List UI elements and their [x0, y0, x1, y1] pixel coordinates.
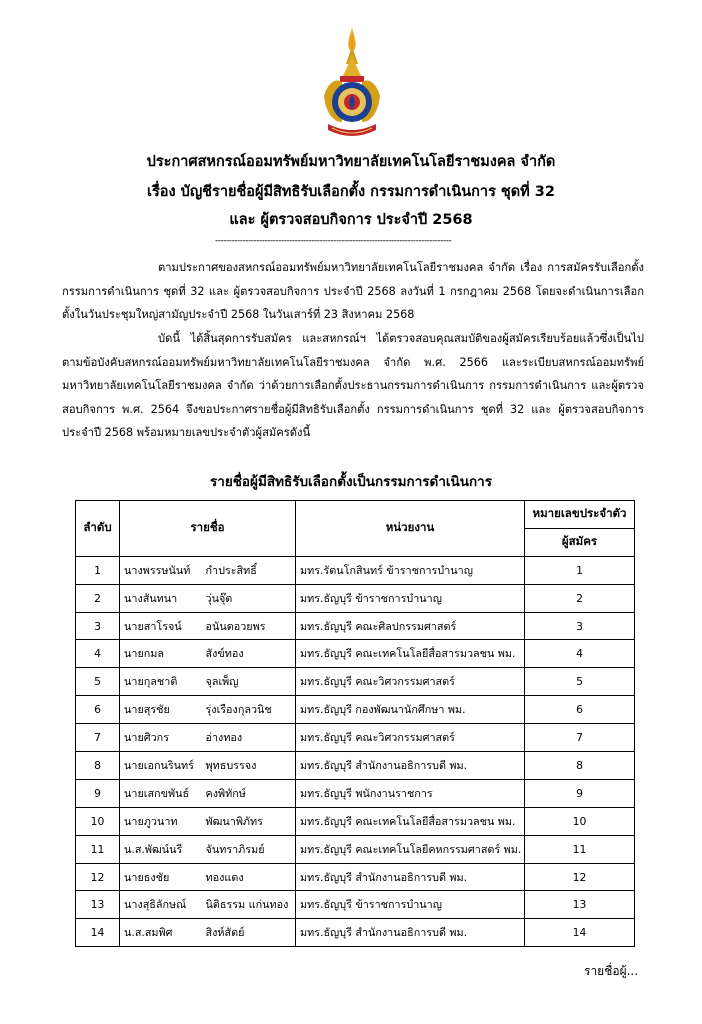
cell-number: 2	[525, 584, 635, 612]
announcement-subject: เรื่อง บัญชีรายชื่อผู้มีสิทธิรับเลือกตั้ง กรรมการดำเนินการ ชุดที่ 32	[147, 184, 555, 200]
cell-unit: มทร.รัตนโกสินทร์ ข้าราชการบำนาญ	[296, 556, 525, 584]
table-row	[76, 919, 635, 947]
cell-number: 13	[525, 891, 635, 919]
cell-unit: มทร.ธัญบุรี คณะศิลปกรรมศาสตร์	[296, 612, 525, 640]
cell-name: นายภูวนาท	[120, 807, 204, 835]
cell-surname: พัฒนาพิภัทร	[204, 807, 296, 835]
cell-name: นายสุรชัย	[120, 696, 204, 724]
table-row	[76, 891, 635, 919]
table-title: รายชื่อผู้มีสิทธิรับเลือกตั้งเป็นกรรมการดำเนินการ	[210, 474, 492, 490]
cell-surname: ทองแดง	[204, 863, 296, 891]
table-row	[76, 779, 635, 807]
cell-number: 7	[525, 724, 635, 752]
cell-name: นายศิวกร	[120, 724, 204, 752]
cell-order: 1	[76, 556, 120, 584]
cell-unit: มทร.ธัญบุรี คณะเทคโนโลยีสื่อสารมวลชน พม.	[296, 640, 525, 668]
header-number-line1: หมายเลขประจำตัว	[525, 501, 635, 529]
body-paragraph-1: ตามประกาศของสหกรณ์ออมทรัพย์มหาวิทยาลัยเทคโนโลยีราชมงคล จำกัด เรื่อง การสมัครรับเลือกตั้ง กรรมการดำเนินการ ชุดที่ 32 และ ผู้ตรวจสอบกิจการ ประจำปี 2568 ลงวันที่ 1 กรกฎาคม 2568 โดยจะดำเนินการเลือกตั้งในวันประชุมใหญ่สามัญประจำปี 2568 ในวันเสาร์ที่ 23 สิงหาคม 2568	[62, 261, 644, 321]
table-row	[76, 724, 635, 752]
continued-note: รายชื่อผู้...	[584, 964, 639, 978]
cell-number: 4	[525, 640, 635, 668]
cell-order: 8	[76, 752, 120, 780]
cell-name: นายเสกขพันธ์	[120, 779, 204, 807]
table-row	[76, 640, 635, 668]
cell-surname: กำประสิทธิ์	[204, 556, 296, 584]
announcement-title: ประกาศสหกรณ์ออมทรัพย์มหาวิทยาลัยเทคโนโลยีราชมงคล จำกัด	[146, 154, 556, 170]
candidates-table	[75, 500, 635, 947]
cell-name: นางสันทนา	[120, 584, 204, 612]
cell-order: 13	[76, 891, 120, 919]
cell-unit: มทร.ธัญบุรี พนักงานราชการ	[296, 779, 525, 807]
table-row	[76, 835, 635, 863]
cell-number: 14	[525, 919, 635, 947]
cell-name: นายกมล	[120, 640, 204, 668]
cell-unit: มทร.ธัญบุรี คณะเทคโนโลยีคหกรรมศาสตร์ พม.	[296, 835, 525, 863]
cell-surname: รุ่งเรืองกุลวนิช	[204, 696, 296, 724]
cell-surname: สังข์ทอง	[204, 640, 296, 668]
cell-order: 5	[76, 668, 120, 696]
table-row	[76, 696, 635, 724]
cell-number: 3	[525, 612, 635, 640]
cell-surname: วุ่นจุ๊ต	[204, 584, 296, 612]
cell-number: 10	[525, 807, 635, 835]
cell-name: นายกุลชาติ	[120, 668, 204, 696]
cell-number: 6	[525, 696, 635, 724]
cell-unit: มทร.ธัญบุรี ข้าราชการบำนาญ	[296, 584, 525, 612]
cell-order: 10	[76, 807, 120, 835]
cell-order: 7	[76, 724, 120, 752]
body-paragraph-2: บัดนี้ ได้สิ้นสุดการรับสมัคร และสหกรณ์ฯ ได้ตรวจสอบคุณสมบัติของผู้สมัครเรียบร้อยแล้วซึ่งเป็นไปตามข้อบังคับสหกรณ์ออมทรัพย์มหาวิทยาลัยเทคโนโลยีราชมงคล จำกัด พ.ศ. 2566 และระเบียบสหกรณ์ออมทรัพย์มหาวิทยาลัยเทคโนโลยีราชมงคล จำกัด ว่าด้วยการเลือกตั้งประธานกรรมการดำเนินการ กรรมการดำเนินการ และผู้ตรวจสอบกิจการ พ.ศ. 2564 จึงขอประกาศรายชื่อผู้มีสิทธิรับเลือกตั้ง กรรมการดำเนินการ ชุดที่ 32 และ ผู้ตรวจสอบกิจการ ประจำปี 2568 พร้อมหมายเลขประจำตัวผู้สมัครดังนี้	[62, 332, 644, 439]
cell-name: น.ส.พัฒน์นรี	[120, 835, 204, 863]
cell-name: นายเอกนรินทร์	[120, 752, 204, 780]
cell-name: นายสาโรจน์	[120, 612, 204, 640]
cell-number: 11	[525, 835, 635, 863]
cell-order: 12	[76, 863, 120, 891]
cell-unit: มทร.ธัญบุรี คณะวิศวกรรมศาสตร์	[296, 724, 525, 752]
table-row	[76, 863, 635, 891]
table-row	[76, 668, 635, 696]
university-emblem-logo	[320, 26, 384, 146]
cell-order: 4	[76, 640, 120, 668]
cell-surname: คงพิทักษ์	[204, 779, 296, 807]
table-row	[76, 612, 635, 640]
header-unit: หน่วยงาน	[296, 501, 525, 557]
header-name: รายชื่อ	[120, 501, 296, 557]
cell-surname: พุทธบรรจง	[204, 752, 296, 780]
table-row	[76, 752, 635, 780]
cell-unit: มทร.ธัญบุรี กองพัฒนานักศึกษา พม.	[296, 696, 525, 724]
cell-name: นายธงชัย	[120, 863, 204, 891]
cell-name: นางสุธิลักษณ์	[120, 891, 204, 919]
cell-order: 9	[76, 779, 120, 807]
cell-order: 14	[76, 919, 120, 947]
cell-unit: มทร.ธัญบุรี สำนักงานอธิการบดี พม.	[296, 919, 525, 947]
cell-order: 3	[76, 612, 120, 640]
cell-unit: มทร.ธัญบุรี คณะวิศวกรรมศาสตร์	[296, 668, 525, 696]
cell-number: 5	[525, 668, 635, 696]
cell-number: 12	[525, 863, 635, 891]
header-number-line2: ผู้สมัคร	[525, 528, 635, 556]
cell-unit: มทร.ธัญบุรี สำนักงานอธิการบดี พม.	[296, 752, 525, 780]
cell-surname: อ่างทอง	[204, 724, 296, 752]
table-row	[76, 807, 635, 835]
table-row	[76, 584, 635, 612]
header-order: ลำดับ	[76, 501, 120, 557]
cell-number: 1	[525, 556, 635, 584]
announcement-subject-continued: และ ผู้ตรวจสอบกิจการ ประจำปี 2568	[229, 212, 473, 228]
cell-surname: อนันตอวยพร	[204, 612, 296, 640]
cell-number: 9	[525, 779, 635, 807]
cell-order: 2	[76, 584, 120, 612]
cell-surname: นิติธรรม แก่นทอง	[204, 891, 296, 919]
cell-unit: มทร.ธัญบุรี ข้าราชการบำนาญ	[296, 891, 525, 919]
cell-order: 6	[76, 696, 120, 724]
cell-surname: จุลเพ็ญ	[204, 668, 296, 696]
cell-number: 8	[525, 752, 635, 780]
table-header-row	[76, 501, 635, 529]
cell-name: น.ส.สมพิศ	[120, 919, 204, 947]
cell-name: นางพรรษนันท์	[120, 556, 204, 584]
cell-surname: สิงห์สัตย์	[204, 919, 296, 947]
table-row	[76, 556, 635, 584]
separator-line: --------------------------------------------------------------------------------------	[215, 236, 452, 246]
cell-surname: จันทราภิรมย์	[204, 835, 296, 863]
cell-order: 11	[76, 835, 120, 863]
cell-unit: มทร.ธัญบุรี สำนักงานอธิการบดี พม.	[296, 863, 525, 891]
cell-unit: มทร.ธัญบุรี คณะเทคโนโลยีสื่อสารมวลชน พม.	[296, 807, 525, 835]
